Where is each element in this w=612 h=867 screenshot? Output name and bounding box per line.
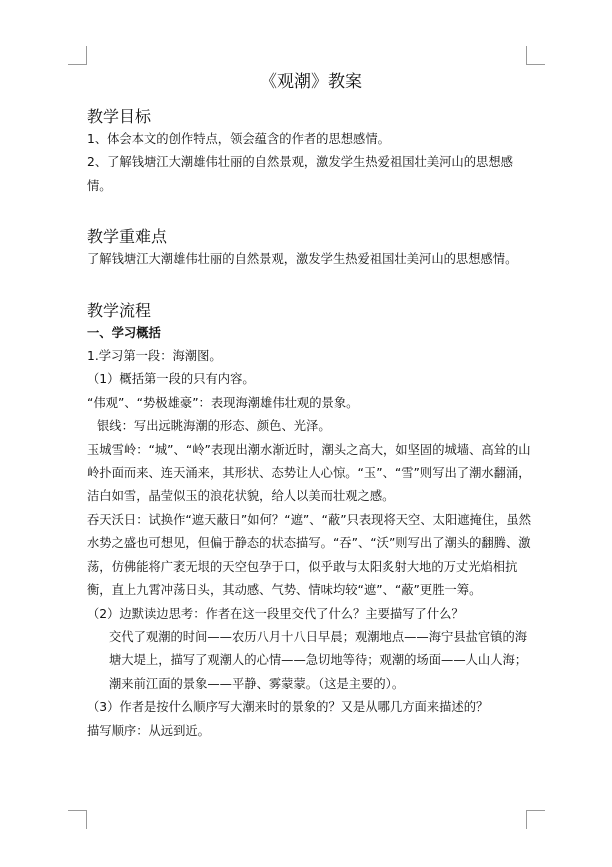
goal-item-1: 1、体会本文的创作特点，领会蕴含的作者的思想感情。 <box>87 132 390 146</box>
process-paragraph-yucheng: 玉城雪岭：“城”、“岭”表现出潮水渐近时，潮头之高大，如坚固的城墙、高耸的山岭扑面而来、连天涌来，其形状、态势让人心惊。“玉”、“雪”则写出了潮水翻涌，洁白如雪，晶莹似玉的浪花状貌，给人以美而壮观之感。 <box>87 442 531 504</box>
section-heading-key-points: 教学重难点 <box>87 227 168 247</box>
process-question-3: （3）作者是按什么顺序写大潮来时的景象的？又是从哪几方面来描述的？ <box>87 700 489 715</box>
process-line-4: 银线：写出远眺海潮的形态、颜色、光泽。 <box>97 419 331 434</box>
process-question-2: （2）边默读边思考：作者在这一段里交代了什么？主要描写了什么？ <box>87 606 464 621</box>
process-line-2: （1）概括第一段的只有内容。 <box>87 372 255 387</box>
process-paragraph-tuntian: 吞天沃日：试换作“遮天蔽日”如何？“遮”、“蔽”只表现将天空、太阳遮掩住，虽然水势之盛也可想见，但偏于静态的状态描写。“吞”、“沃”则写出了潮头的翻腾、激荡，仿佛能将广袤无垠的天空包孕于口，似乎敢与太阳炙射大地的万丈光焰相抗衡，直上九霄冲荡日头，其动感、气势、情味均较“遮”、“蔽”更胜一筹。 <box>87 512 532 598</box>
document-page <box>87 70 535 743</box>
crop-mark-bottom-left <box>68 810 87 829</box>
section-heading-goals: 教学目标 <box>87 107 152 126</box>
section-heading-process: 教学流程 <box>87 300 152 320</box>
process-part1-heading: 一、学习概括 <box>87 325 161 340</box>
document-title: 《观潮》教案 <box>260 72 362 92</box>
crop-mark-top-right <box>526 46 545 65</box>
process-line-1: 1.学习第一段：海潮图。 <box>87 349 222 364</box>
goal-item-2: 2、了解钱塘江大潮雄伟壮丽的自然景观，激发学生热爱祖国壮美河山的思想感情。 <box>87 155 513 193</box>
key-points-text: 了解钱塘江大潮雄伟壮丽的自然景观，激发学生热爱祖国壮美河山的思想感情。 <box>87 252 518 267</box>
crop-mark-bottom-right <box>526 810 545 829</box>
process-answer-2: 交代了观潮的时间——农历八月十八日早晨；观潮地点——海宁县盐官镇的海塘大堤上，描写了观潮人的心情——急切地等待；观潮的场面——人山人海；潮来前江面的景象——平静、雾蒙蒙。（这是主要的）。 <box>109 629 528 691</box>
crop-mark-top-left <box>68 46 87 65</box>
process-line-3: “伟观”、“势极雄豪”：表现海潮雄伟壮观的景象。 <box>87 395 359 410</box>
process-answer-3: 描写顺序：从远到近。 <box>87 723 210 738</box>
